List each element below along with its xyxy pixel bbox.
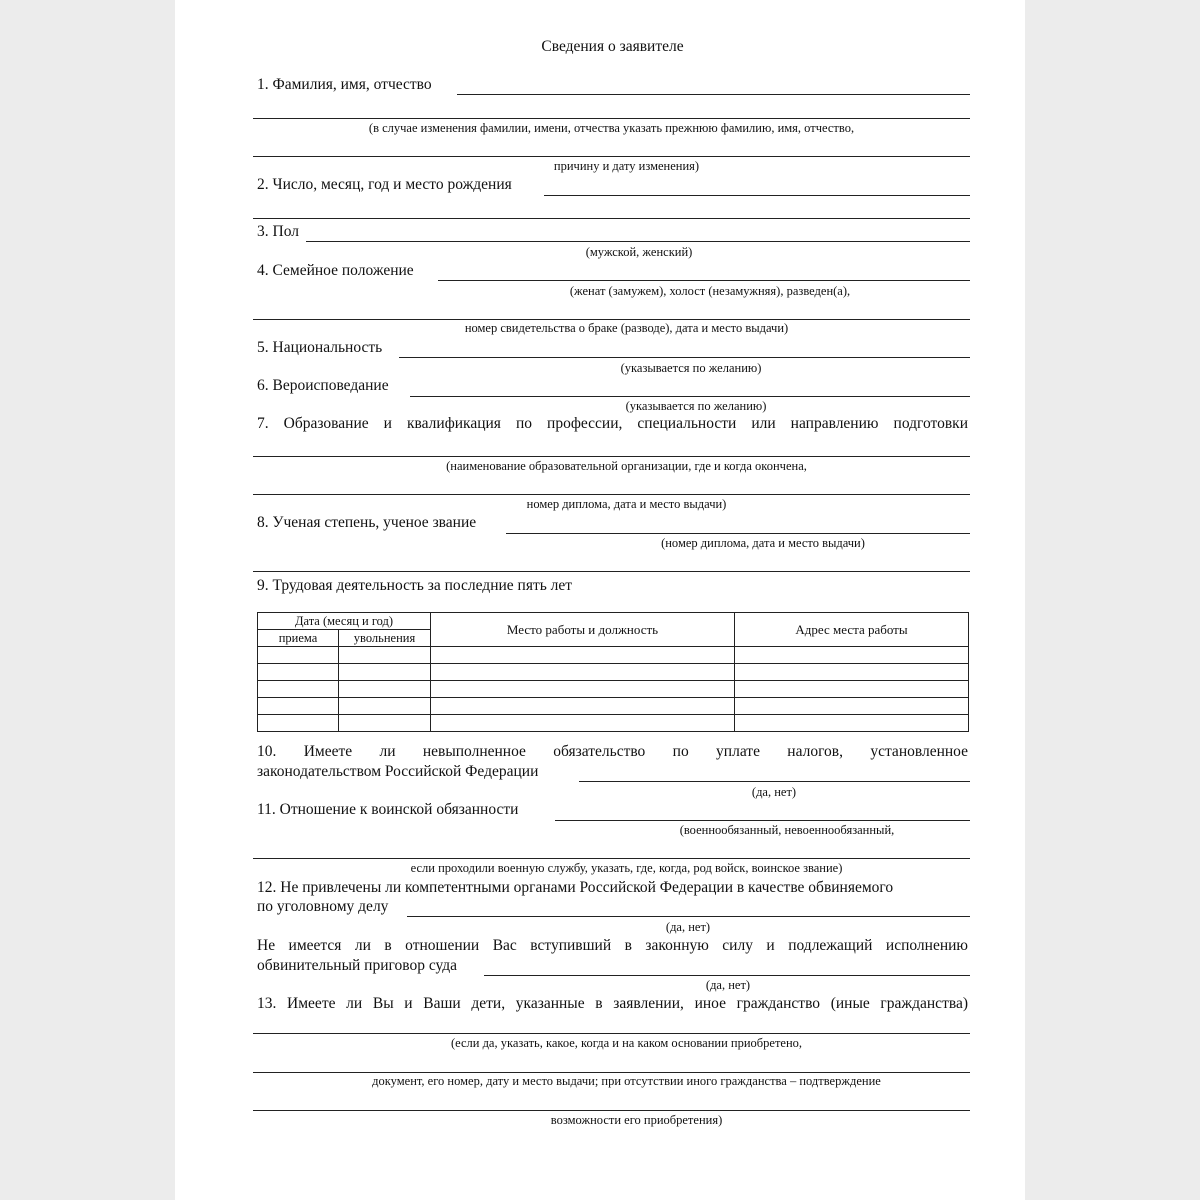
table-cell[interactable] <box>735 698 969 715</box>
header-place: Место работы и должность <box>431 613 735 647</box>
caption-nationality: (указывается по желанию) <box>620 361 762 375</box>
field-label-religion: 6. Вероисповедание <box>257 377 389 394</box>
caption-full-name-2: причину и дату изменения) <box>553 159 700 173</box>
input-line-education-2[interactable] <box>253 494 970 495</box>
field-label-taxes-2: законодательством Российской Федерации <box>257 763 539 780</box>
field-label-degree: 8. Ученая степень, ученое звание <box>257 514 477 531</box>
input-line-citizenship-2[interactable] <box>253 1072 970 1073</box>
input-line-military-2[interactable] <box>253 858 970 859</box>
input-line-sex[interactable] <box>306 241 970 242</box>
caption-military-2: если проходили военную службу, указать, где, когда, род войск, воинское звание) <box>410 861 843 875</box>
field-label-verdict: Не имеется ли в отношении Вас вступивший в законную силу и подлежащий исполнению <box>257 937 968 954</box>
caption-taxes: (да, нет) <box>751 785 797 799</box>
caption-citizenship-2: документ, его номер, дату и место выдачи; при отсутствии иного гражданства – подтверждение <box>372 1074 881 1088</box>
table-cell[interactable] <box>431 681 735 698</box>
table-row <box>258 664 969 681</box>
table-cell[interactable] <box>339 698 431 715</box>
input-line-education[interactable] <box>253 456 970 457</box>
table-cell[interactable] <box>431 698 735 715</box>
table-row <box>258 681 969 698</box>
table-cell[interactable] <box>735 681 969 698</box>
table-cell[interactable] <box>735 715 969 732</box>
field-label-sex: 3. Пол <box>257 223 299 240</box>
field-label-accused-2: по уголовному делу <box>257 898 389 915</box>
table-cell[interactable] <box>339 715 431 732</box>
header-date: Дата (месяц и год) <box>258 613 431 630</box>
table-cell[interactable] <box>431 647 735 664</box>
input-line-military[interactable] <box>555 820 970 821</box>
field-label-accused: 12. Не привлечены ли компетентными органами Российской Федерации в качестве обвиняемого <box>257 879 894 896</box>
input-line-degree-2[interactable] <box>253 571 970 572</box>
table-cell[interactable] <box>258 664 339 681</box>
field-label-education: 7. Образование и квалификация по профессии, специальности или направлению подготовки <box>257 415 968 432</box>
header-address: Адрес места работы <box>735 613 969 647</box>
caption-military-1: (военнообязанный, невоеннообязанный, <box>679 823 895 837</box>
input-line-taxes[interactable] <box>579 781 970 782</box>
caption-full-name-1: (в случае изменения фамилии, имени, отчества указать прежнюю фамилию, имя, отчество, <box>368 121 855 135</box>
table-row <box>258 647 969 664</box>
field-label-verdict-2: обвинительный приговор суда <box>257 957 458 974</box>
field-label-military: 11. Отношение к воинской обязанности <box>257 801 519 818</box>
caption-citizenship-3: возможности его приобретения) <box>550 1113 723 1127</box>
input-line-birth-2[interactable] <box>253 218 970 219</box>
caption-education-2: номер диплома, дата и место выдачи) <box>526 497 727 511</box>
table-cell[interactable] <box>735 647 969 664</box>
input-line-nationality[interactable] <box>399 357 970 358</box>
field-label-marital: 4. Семейное положение <box>257 262 414 279</box>
table-cell[interactable] <box>339 681 431 698</box>
employment-table <box>257 612 969 732</box>
input-line-birth[interactable] <box>544 195 970 196</box>
input-line-full-name-3[interactable] <box>253 156 970 157</box>
input-line-accused[interactable] <box>407 916 970 917</box>
input-line-marital[interactable] <box>438 280 970 281</box>
table-row <box>258 715 969 732</box>
table-cell[interactable] <box>735 664 969 681</box>
input-line-full-name-2[interactable] <box>253 118 970 119</box>
field-label-taxes: 10. Имеете ли невыполненное обязательство по уплате налогов, установленное <box>257 743 968 760</box>
caption-verdict: (да, нет) <box>705 978 751 992</box>
caption-sex: (мужской, женский) <box>585 245 693 259</box>
table-cell[interactable] <box>431 664 735 681</box>
field-label-nationality: 5. Национальность <box>257 339 383 356</box>
caption-education-1: (наименование образовательной организации, где и когда окончена, <box>446 459 807 473</box>
input-line-marital-2[interactable] <box>253 319 970 320</box>
input-line-citizenship-3[interactable] <box>253 1110 970 1111</box>
section-label-employment: 9. Трудовая деятельность за последние пять лет <box>257 577 573 594</box>
table-cell[interactable] <box>258 698 339 715</box>
header-fire: увольнения <box>339 630 431 647</box>
input-line-religion[interactable] <box>410 396 970 397</box>
caption-marital-1: (женат (замужем), холост (незамужняя), разведен(а), <box>569 284 851 298</box>
field-label-birth: 2. Число, месяц, год и место рождения <box>257 176 512 193</box>
input-line-verdict[interactable] <box>484 975 970 976</box>
form-page <box>175 0 1025 1200</box>
input-line-degree[interactable] <box>506 533 970 534</box>
table-cell[interactable] <box>431 715 735 732</box>
caption-degree: (номер диплома, дата и место выдачи) <box>661 536 865 550</box>
field-label-citizenship: 13. Имеете ли Вы и Ваши дети, указанные в заявлении, иное гражданство (иные гражданства) <box>257 995 968 1012</box>
field-label-full-name: 1. Фамилия, имя, отчество <box>257 76 432 93</box>
table-cell[interactable] <box>258 647 339 664</box>
table-cell[interactable] <box>258 681 339 698</box>
input-line-full-name[interactable] <box>457 94 970 95</box>
table-cell[interactable] <box>339 647 431 664</box>
input-line-citizenship[interactable] <box>253 1033 970 1034</box>
caption-citizenship-1: (если да, указать, какое, когда и на каком основании приобретено, <box>450 1036 803 1050</box>
caption-accused: (да, нет) <box>665 920 711 934</box>
caption-marital-2: номер свидетельства о браке (разводе), дата и место выдачи) <box>464 321 789 335</box>
header-hire: приема <box>258 630 339 647</box>
table-cell[interactable] <box>258 715 339 732</box>
form-title: Сведения о заявителе <box>541 38 684 55</box>
table-cell[interactable] <box>339 664 431 681</box>
caption-religion: (указывается по желанию) <box>625 399 767 413</box>
table-header-row-1 <box>258 613 969 630</box>
table-row <box>258 698 969 715</box>
